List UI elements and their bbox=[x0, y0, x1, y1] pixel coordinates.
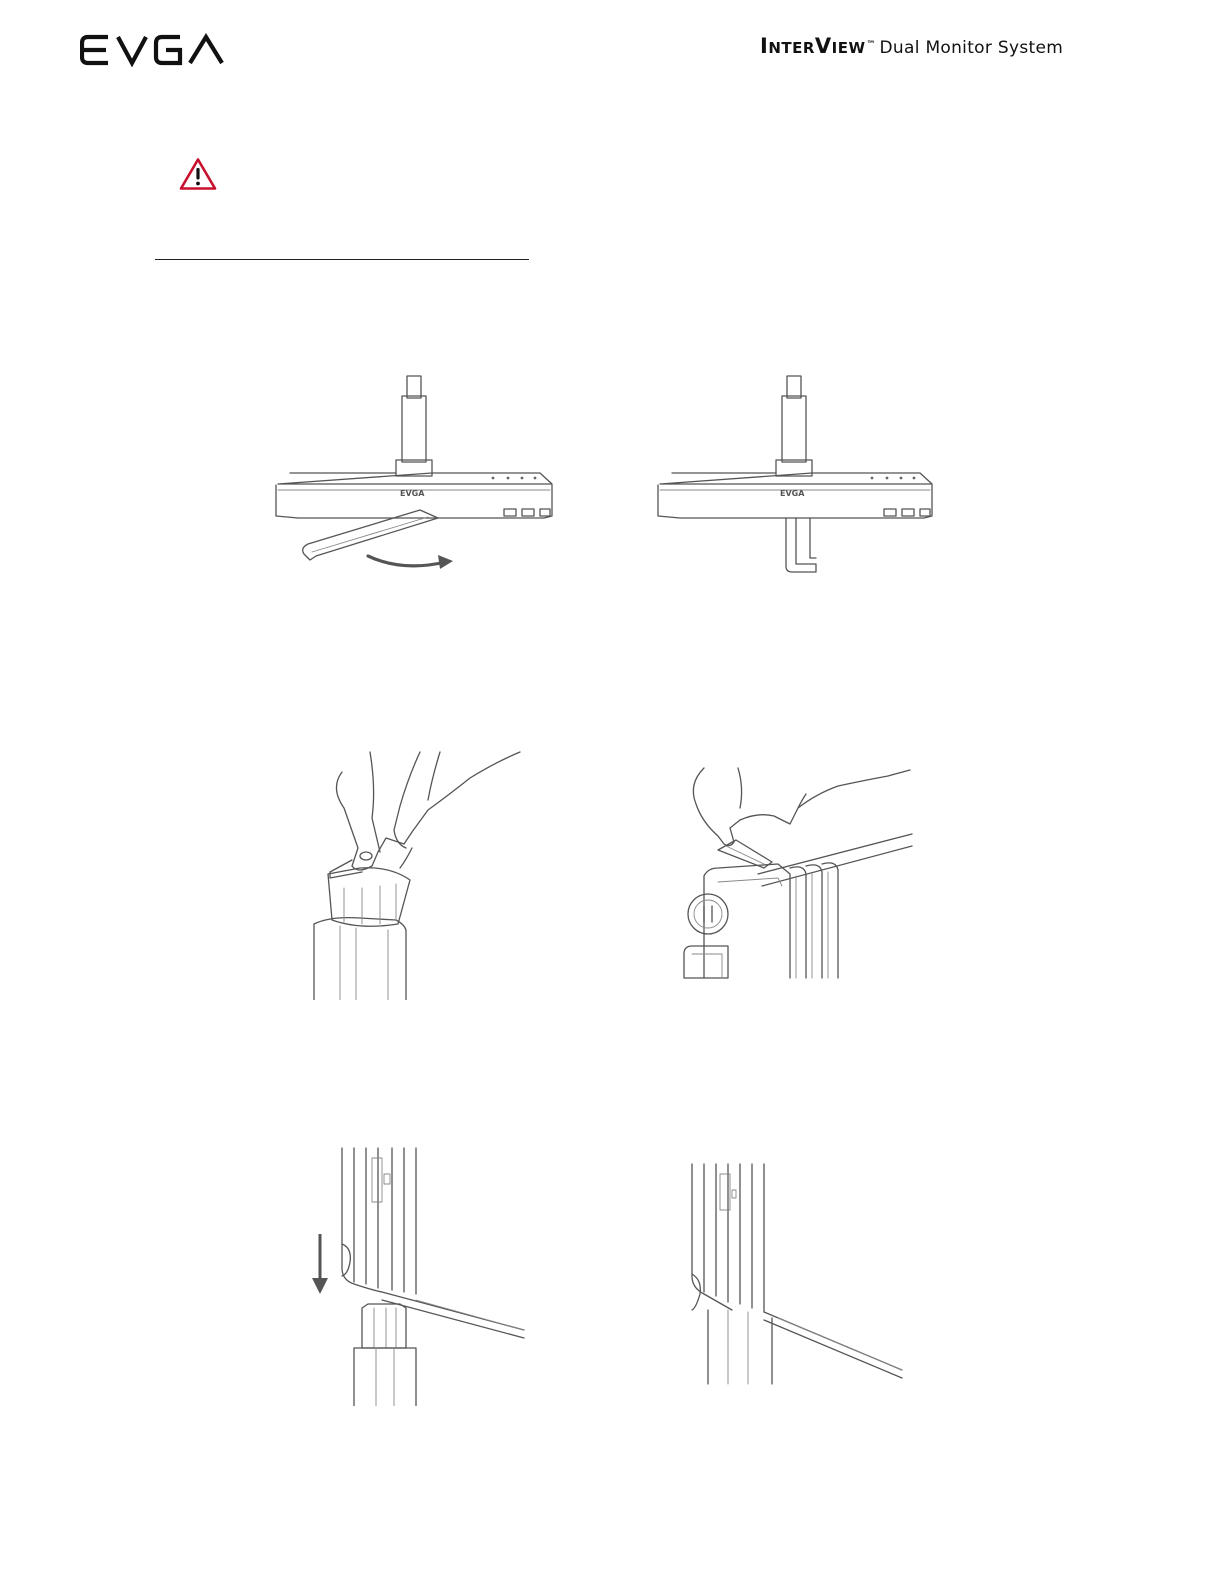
warning-triangle-icon bbox=[179, 157, 217, 191]
stand-base-rotating-illustration bbox=[268, 372, 568, 578]
arrow-down-icon bbox=[312, 1278, 328, 1294]
evga-logo bbox=[80, 33, 224, 67]
product-title bbox=[760, 34, 1063, 64]
svg-text:EVGA: EVGA bbox=[780, 489, 805, 498]
stand-base-extended-illustration bbox=[652, 372, 948, 578]
evga-logo-mark bbox=[80, 33, 224, 67]
product-name: InterView bbox=[760, 34, 866, 58]
pole-cap-removal-illustration bbox=[300, 748, 530, 1000]
monitor-bracket-clip-illustration bbox=[678, 764, 914, 982]
section-divider bbox=[155, 259, 529, 260]
monitor-lowering-illustration bbox=[302, 1144, 528, 1406]
product-suffix: Dual Monitor System bbox=[879, 38, 1064, 58]
monitor-seated-illustration bbox=[680, 1160, 906, 1386]
trademark-symbol: ™ bbox=[866, 39, 876, 50]
svg-text:EVGA: EVGA bbox=[400, 489, 425, 498]
